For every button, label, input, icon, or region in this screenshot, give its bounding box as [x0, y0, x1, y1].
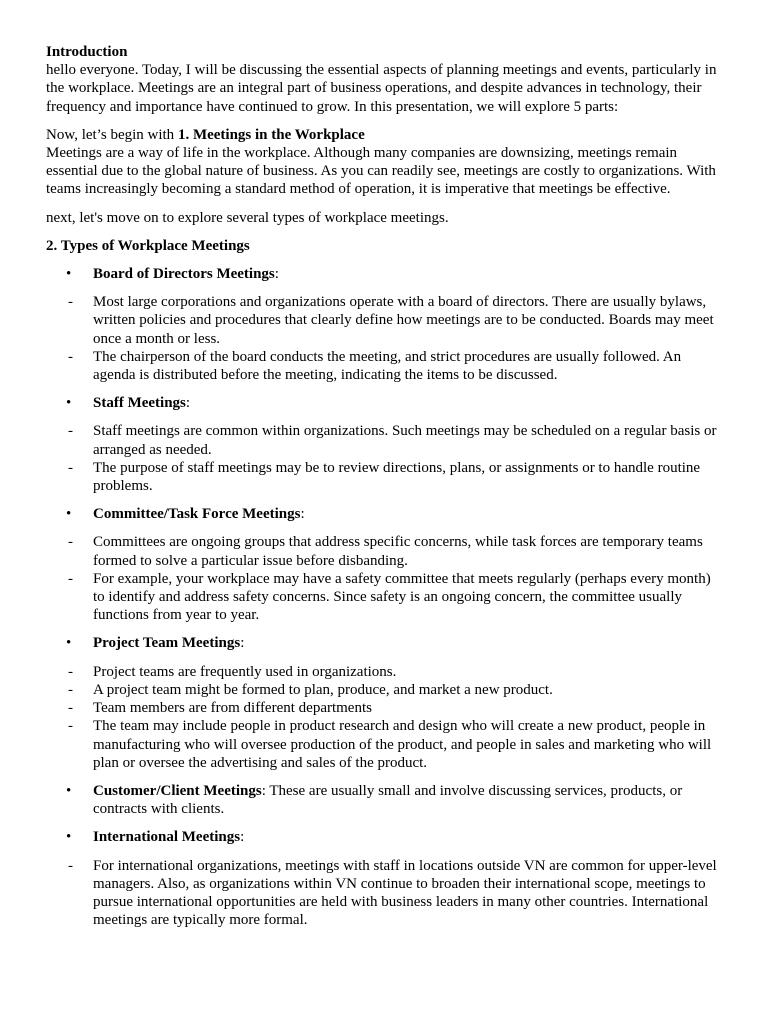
meeting-type-name: Project Team Meetings: [93, 635, 241, 652]
point-text: The chairperson of the board conducts the meeting, and strict procedures are usually followed. An agenda is distributed before the meeting, indicating the items to be discussed.: [93, 348, 682, 384]
bullet-marker: •: [66, 395, 72, 412]
intro-paragraph: hello everyone. Today, I will be discussing the essential aspects of planning meetings and events, particularly in the workplace. Meetings are an integral part of business operations, and despite advances in technology, their frequency and importance have continued to grow. In this presentation, we will explore 5 parts:: [46, 62, 717, 115]
meeting-type-item: [46, 265, 722, 283]
point-item: [46, 422, 722, 458]
meeting-type-points: [46, 857, 722, 930]
meeting-type-suffix: :: [274, 266, 279, 283]
point-text: The team may include people in product research and design who will create a new product, people in manufacturing who will oversee production of the product, and people in sales and marketing who will plan or oversee the advertising and sales of the product.: [93, 718, 712, 771]
meeting-type-item: [46, 634, 722, 652]
meeting-type-item: [46, 782, 722, 818]
meeting-type-name: Committee/Task Force Meetings: [93, 506, 301, 523]
meeting-type-suffix: :: [185, 395, 191, 412]
dash-marker: -: [68, 294, 73, 311]
dash-marker: -: [68, 459, 73, 476]
bullet-marker: •: [66, 506, 72, 523]
point-item: [46, 717, 722, 772]
bullet-marker: •: [66, 782, 72, 799]
meeting-type-item: [46, 394, 722, 412]
point-text: The purpose of staff meetings may be to review directions, plans, or assignments or to handle routine problems.: [93, 459, 701, 495]
point-text: Most large corporations and organizations operate with a board of directors. There are usually bylaws, written policies and procedures that clearly define how meetings are to be conducted. Boards may meet once a month or less.: [93, 294, 714, 347]
dash-marker: -: [68, 663, 73, 680]
dash-marker: -: [68, 718, 73, 735]
point-text: Committees are ongoing groups that address specific concerns, while task forces are temporary teams formed to solve a particular issue before disbanding.: [93, 534, 703, 569]
meeting-type-points: [46, 293, 722, 384]
section-1-paragraph: Meetings are a way of life in the workplace. Although many companies are downsizing, meetings remain essential due to the global nature of business. As you can readily see, meetings are costly to organizations. With teams increasingly becoming a standard method of operation, it is imperative that meetings be effective.: [46, 145, 716, 198]
meeting-type-name: Staff Meetings: [93, 395, 186, 412]
point-text: For international organizations, meetings with staff in locations outside VN are common for upper-level managers. Also, as organizations within VN continue to broaden their international scope, meetings to pursue international opportunities are held with business leaders in many other countries. International meetings are typically more formal.: [93, 857, 717, 929]
section-2-title: 2. Types of Workplace Meetings: [46, 237, 250, 254]
point-item: [46, 681, 722, 699]
meeting-type-suffix: :: [240, 829, 245, 846]
point-item: [46, 857, 722, 930]
dash-marker: -: [68, 348, 73, 365]
dash-marker: -: [68, 570, 73, 587]
meeting-type-points: [46, 663, 722, 772]
dash-marker: -: [68, 681, 73, 698]
bullet-marker: •: [66, 829, 72, 846]
bullet-marker: •: [66, 635, 72, 652]
meeting-type-item: [46, 505, 722, 523]
dash-marker: -: [68, 534, 73, 551]
meeting-type-suffix: : These are usually small and involve discussing services, products, or contracts with clients.: [93, 782, 683, 818]
meeting-type-name: Customer/Client Meetings: [93, 782, 262, 799]
point-text: Project teams are frequently used in organizations.: [93, 663, 397, 680]
point-item: [46, 570, 722, 625]
point-text: Staff meetings are common within organizations. Such meetings may be scheduled on a regular basis or arranged as needed.: [93, 423, 717, 458]
section-1-title: 1. Meetings in the Workplace: [177, 126, 365, 143]
point-item: [46, 293, 722, 348]
point-item: [46, 348, 722, 384]
meeting-type-name: Board of Directors Meetings: [93, 266, 275, 283]
point-item: [46, 699, 722, 717]
meeting-type-suffix: :: [240, 635, 245, 652]
meeting-type-points: [46, 422, 722, 495]
meeting-type-item: [46, 828, 722, 846]
dash-marker: -: [68, 423, 73, 440]
point-text: A project team might be formed to plan, produce, and market a new product.: [93, 681, 553, 698]
point-text: For example, your workplace may have a safety committee that meets regularly (perhaps every month) to identify and address safety concerns. Since safety is an ongoing concern, the committee usually functions from year to year.: [93, 570, 711, 624]
bullet-marker: •: [66, 266, 72, 283]
point-item: [46, 663, 722, 681]
point-text: Team members are from different departments: [93, 700, 372, 717]
document-page: [46, 43, 722, 929]
section-1-lead: Now, let’s begin with 1. Meetings in the Workplace: [46, 126, 365, 143]
meeting-type-name: International Meetings: [93, 829, 241, 846]
meeting-type-points: [46, 533, 722, 624]
dash-marker: -: [68, 700, 73, 717]
transition-paragraph: next, let's move on to explore several types of workplace meetings.: [46, 209, 449, 226]
point-item: [46, 459, 722, 495]
dash-marker: -: [68, 857, 73, 874]
meeting-types-list: [46, 265, 722, 929]
intro-heading: Introduction: [46, 44, 128, 60]
meeting-type-suffix: :: [300, 506, 305, 523]
point-item: [46, 533, 722, 569]
